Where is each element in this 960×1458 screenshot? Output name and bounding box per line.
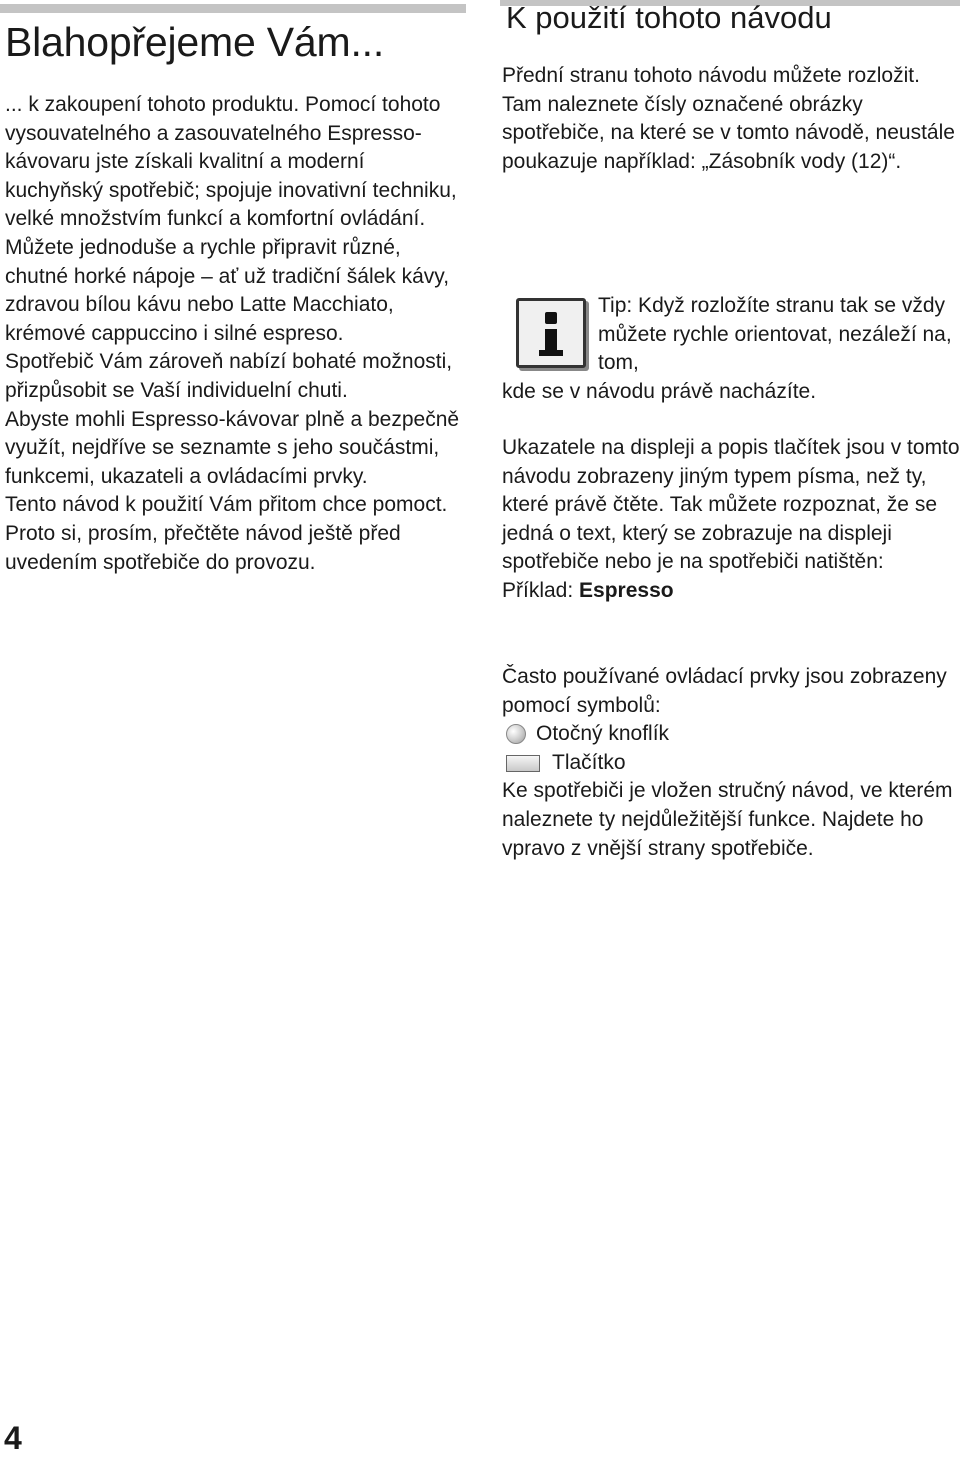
- example-line: [502, 577, 960, 606]
- symbol-button: [502, 749, 960, 778]
- foldout-paragraph: Přední stranu tohoto návodu můžete rozložit.: [502, 64, 920, 87]
- symbol-button-label: Tlačítko: [552, 750, 626, 774]
- example-value: Espresso: [579, 578, 674, 602]
- page-number: 4: [4, 1420, 22, 1456]
- rotary-knob-icon: [506, 724, 526, 744]
- left-column: [5, 91, 463, 577]
- left-heading: Blahopřejeme Vám...: [5, 19, 385, 65]
- info-icon: [516, 298, 586, 368]
- closing-paragraph: Ke spotřebiči je vložen stručný návod, ve kterém naleznete ty nejdůležitější funkce. Najdete ho vpravo z vnější strany spotřebiče.: [502, 779, 953, 860]
- drinks-paragraph: Můžete jednoduše a rychle připravit různé, chutné horké nápoje – ať už tradiční šálek kávy, zdravou bílou kávu nebo Latte Macchiato, krémové cappuccino i silné espreso.: [5, 235, 450, 345]
- familiarize-paragraph: Abyste mohli Espresso-kávovar plně a bezpečně využít, nejdříve se seznamte s jeho součástmi, funkcemi, ukazateli a ovládacími prvky.: [5, 407, 460, 488]
- symbol-knob: [502, 720, 960, 749]
- left-header-bar: [0, 4, 466, 13]
- display-paragraph: Ukazatele na displeji a popis tlačítek jsou v tomto návodu zobrazeny jiným typem písma, než ty, které právě čtěte. Tak můžete rozpoznat, že se jedná o text, který se zobrazuje na displeji spotřebiče nebo je na spotřebiči natištěn:: [502, 436, 960, 574]
- example-label: Příklad:: [502, 578, 574, 602]
- right-heading: K použití tohoto návodu: [506, 0, 832, 35]
- tip-text-last: kde se v návodu právě nacházíte.: [502, 380, 817, 403]
- symbol-knob-label: Otočný knoflík: [536, 722, 670, 746]
- manual-paragraph: Tento návod k použití Vám přitom chce pomoct. Proto si, prosím, přečtěte návod ještě před uvedením spotřebiče do provozu.: [5, 493, 448, 574]
- tip-text: Tip: Když rozložíte stranu tak se vždy můžete rychle orientovat, nezáleží na, tom,: [598, 294, 952, 375]
- controls-intro: Často používané ovládací prvky jsou zobrazeny pomocí symbolů:: [502, 665, 947, 717]
- push-button-icon: [506, 755, 540, 772]
- numbered-images-paragraph: Tam naleznete čísly označené obrázky spotřebiče, na které se v tomto návodě, neustále poukazuje například: „Zásobník vody (12)“.: [502, 92, 955, 173]
- display-section: [502, 434, 960, 606]
- intro-paragraph: ... k zakoupení tohoto produktu. Pomocí tohoto vysouvatelného a zasouvatelného Espresso-kávovaru jste získali kvalitní a moderní kuchyňský spotřebič; spojuje inovativní techniku, velké množstvím funkcí a komfortní ovládání.: [5, 93, 457, 231]
- options-paragraph: Spotřebič Vám zároveň nabízí bohaté možnosti, přizpůsobit se Vaší individuelní chuti.: [5, 350, 453, 402]
- controls-section: [502, 663, 960, 863]
- right-intro: [502, 62, 960, 176]
